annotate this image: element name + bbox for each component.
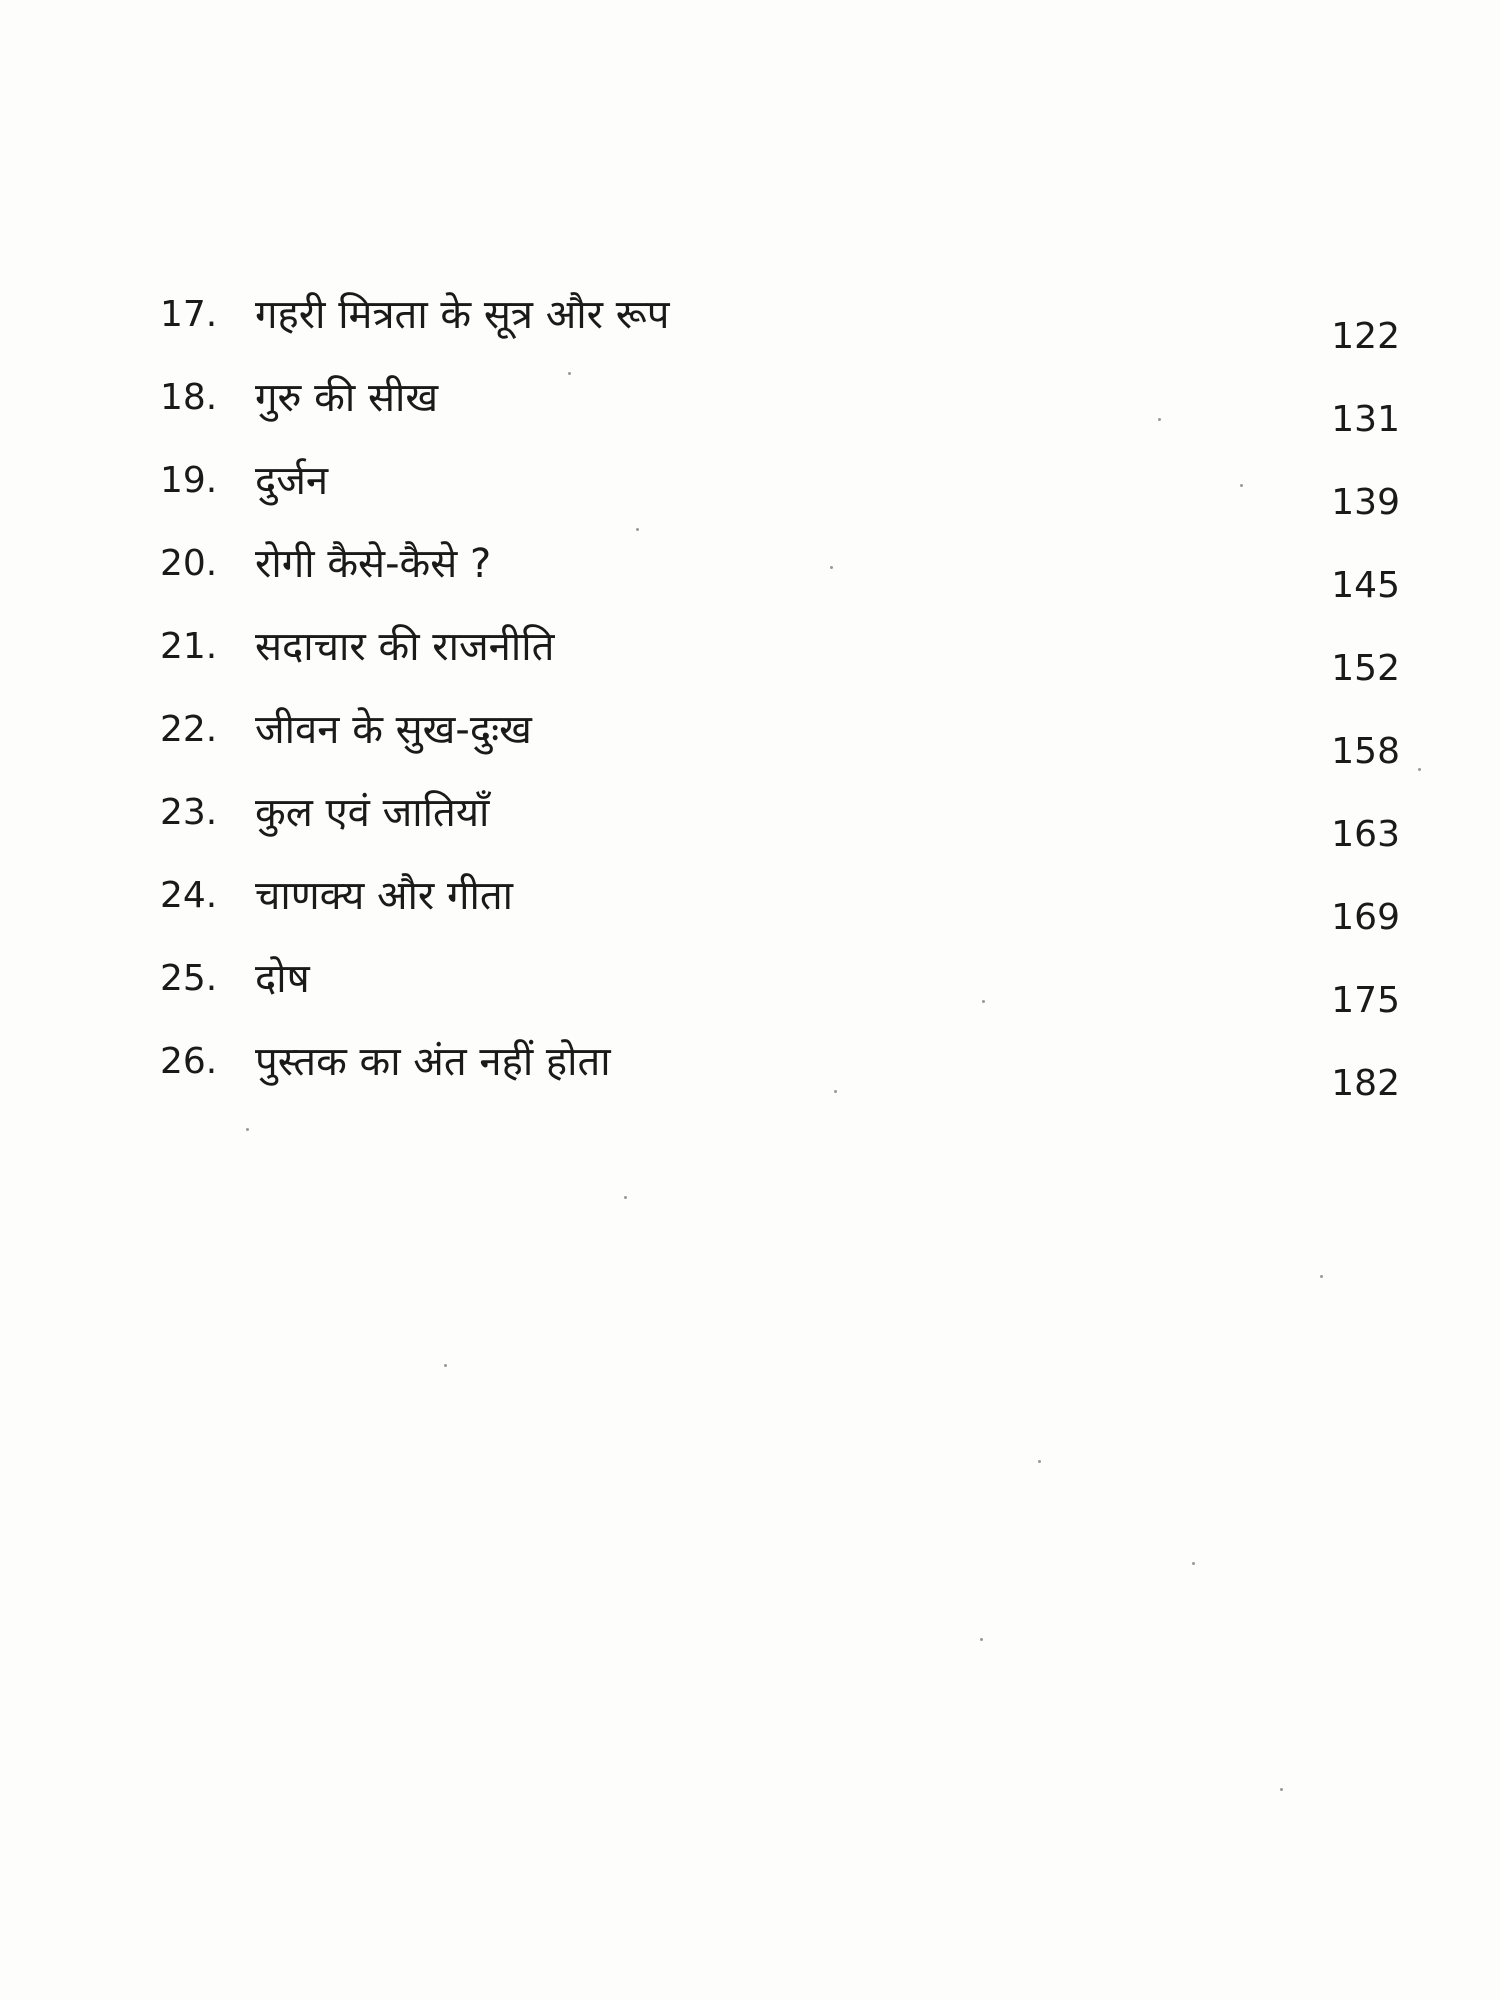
chapter-title: गुरु की सीख (255, 375, 439, 421)
chapter-number: 23. (160, 792, 218, 833)
chapter-title: दुर्जन (255, 458, 329, 504)
toc-entry-25 (160, 949, 1400, 1032)
page-number: 163 (1331, 814, 1400, 855)
toc-entry-21 (160, 617, 1400, 700)
scan-speck (624, 1196, 627, 1199)
table-of-contents (160, 285, 1400, 1115)
toc-entry-24 (160, 866, 1400, 949)
toc-entry-22 (160, 700, 1400, 783)
chapter-number: 17. (160, 294, 218, 335)
scan-speck (246, 1128, 249, 1131)
scan-speck (1158, 418, 1161, 421)
chapter-title: चाणक्य और गीता (255, 873, 514, 919)
scan-speck (980, 1638, 983, 1641)
scan-speck (568, 372, 571, 375)
chapter-title: रोगी कैसे-कैसे ? (255, 541, 492, 587)
toc-entry-17 (160, 285, 1400, 368)
scan-speck (444, 1364, 447, 1367)
page-number: 152 (1331, 648, 1400, 689)
scan-speck (834, 1090, 837, 1093)
scan-speck (1418, 768, 1421, 771)
page-number: 158 (1331, 731, 1400, 772)
scan-speck (982, 1000, 985, 1003)
chapter-title: पुस्तक का अंत नहीं होता (255, 1039, 611, 1085)
chapter-title: दोष (255, 956, 310, 1002)
chapter-number: 21. (160, 626, 218, 667)
chapter-title: सदाचार की राजनीति (255, 624, 555, 670)
chapter-number: 22. (160, 709, 218, 750)
toc-entry-18 (160, 368, 1400, 451)
page-number: 182 (1331, 1063, 1400, 1104)
toc-entry-19 (160, 451, 1400, 534)
scan-speck (1320, 1275, 1323, 1278)
scan-speck (1280, 1788, 1283, 1791)
chapter-number: 19. (160, 460, 218, 501)
scan-speck (1240, 484, 1243, 487)
page-number: 122 (1331, 316, 1400, 357)
chapter-number: 25. (160, 958, 218, 999)
scan-speck (1038, 1460, 1041, 1463)
page-number: 145 (1331, 565, 1400, 606)
chapter-number: 26. (160, 1041, 218, 1082)
scan-speck (1192, 1562, 1195, 1565)
chapter-title: जीवन के सुख-दुःख (255, 707, 532, 753)
chapter-number: 24. (160, 875, 218, 916)
scan-speck (830, 566, 833, 569)
chapter-title: गहरी मित्रता के सूत्र और रूप (255, 292, 670, 338)
page-number: 169 (1331, 897, 1400, 938)
toc-entry-26 (160, 1032, 1400, 1115)
page-number: 131 (1331, 399, 1400, 440)
page-number: 139 (1331, 482, 1400, 523)
chapter-number: 20. (160, 543, 218, 584)
chapter-title: कुल एवं जातियाँ (255, 790, 490, 836)
scan-speck (636, 528, 639, 531)
chapter-number: 18. (160, 377, 218, 418)
page-number: 175 (1331, 980, 1400, 1021)
toc-entry-23 (160, 783, 1400, 866)
toc-entry-20 (160, 534, 1400, 617)
